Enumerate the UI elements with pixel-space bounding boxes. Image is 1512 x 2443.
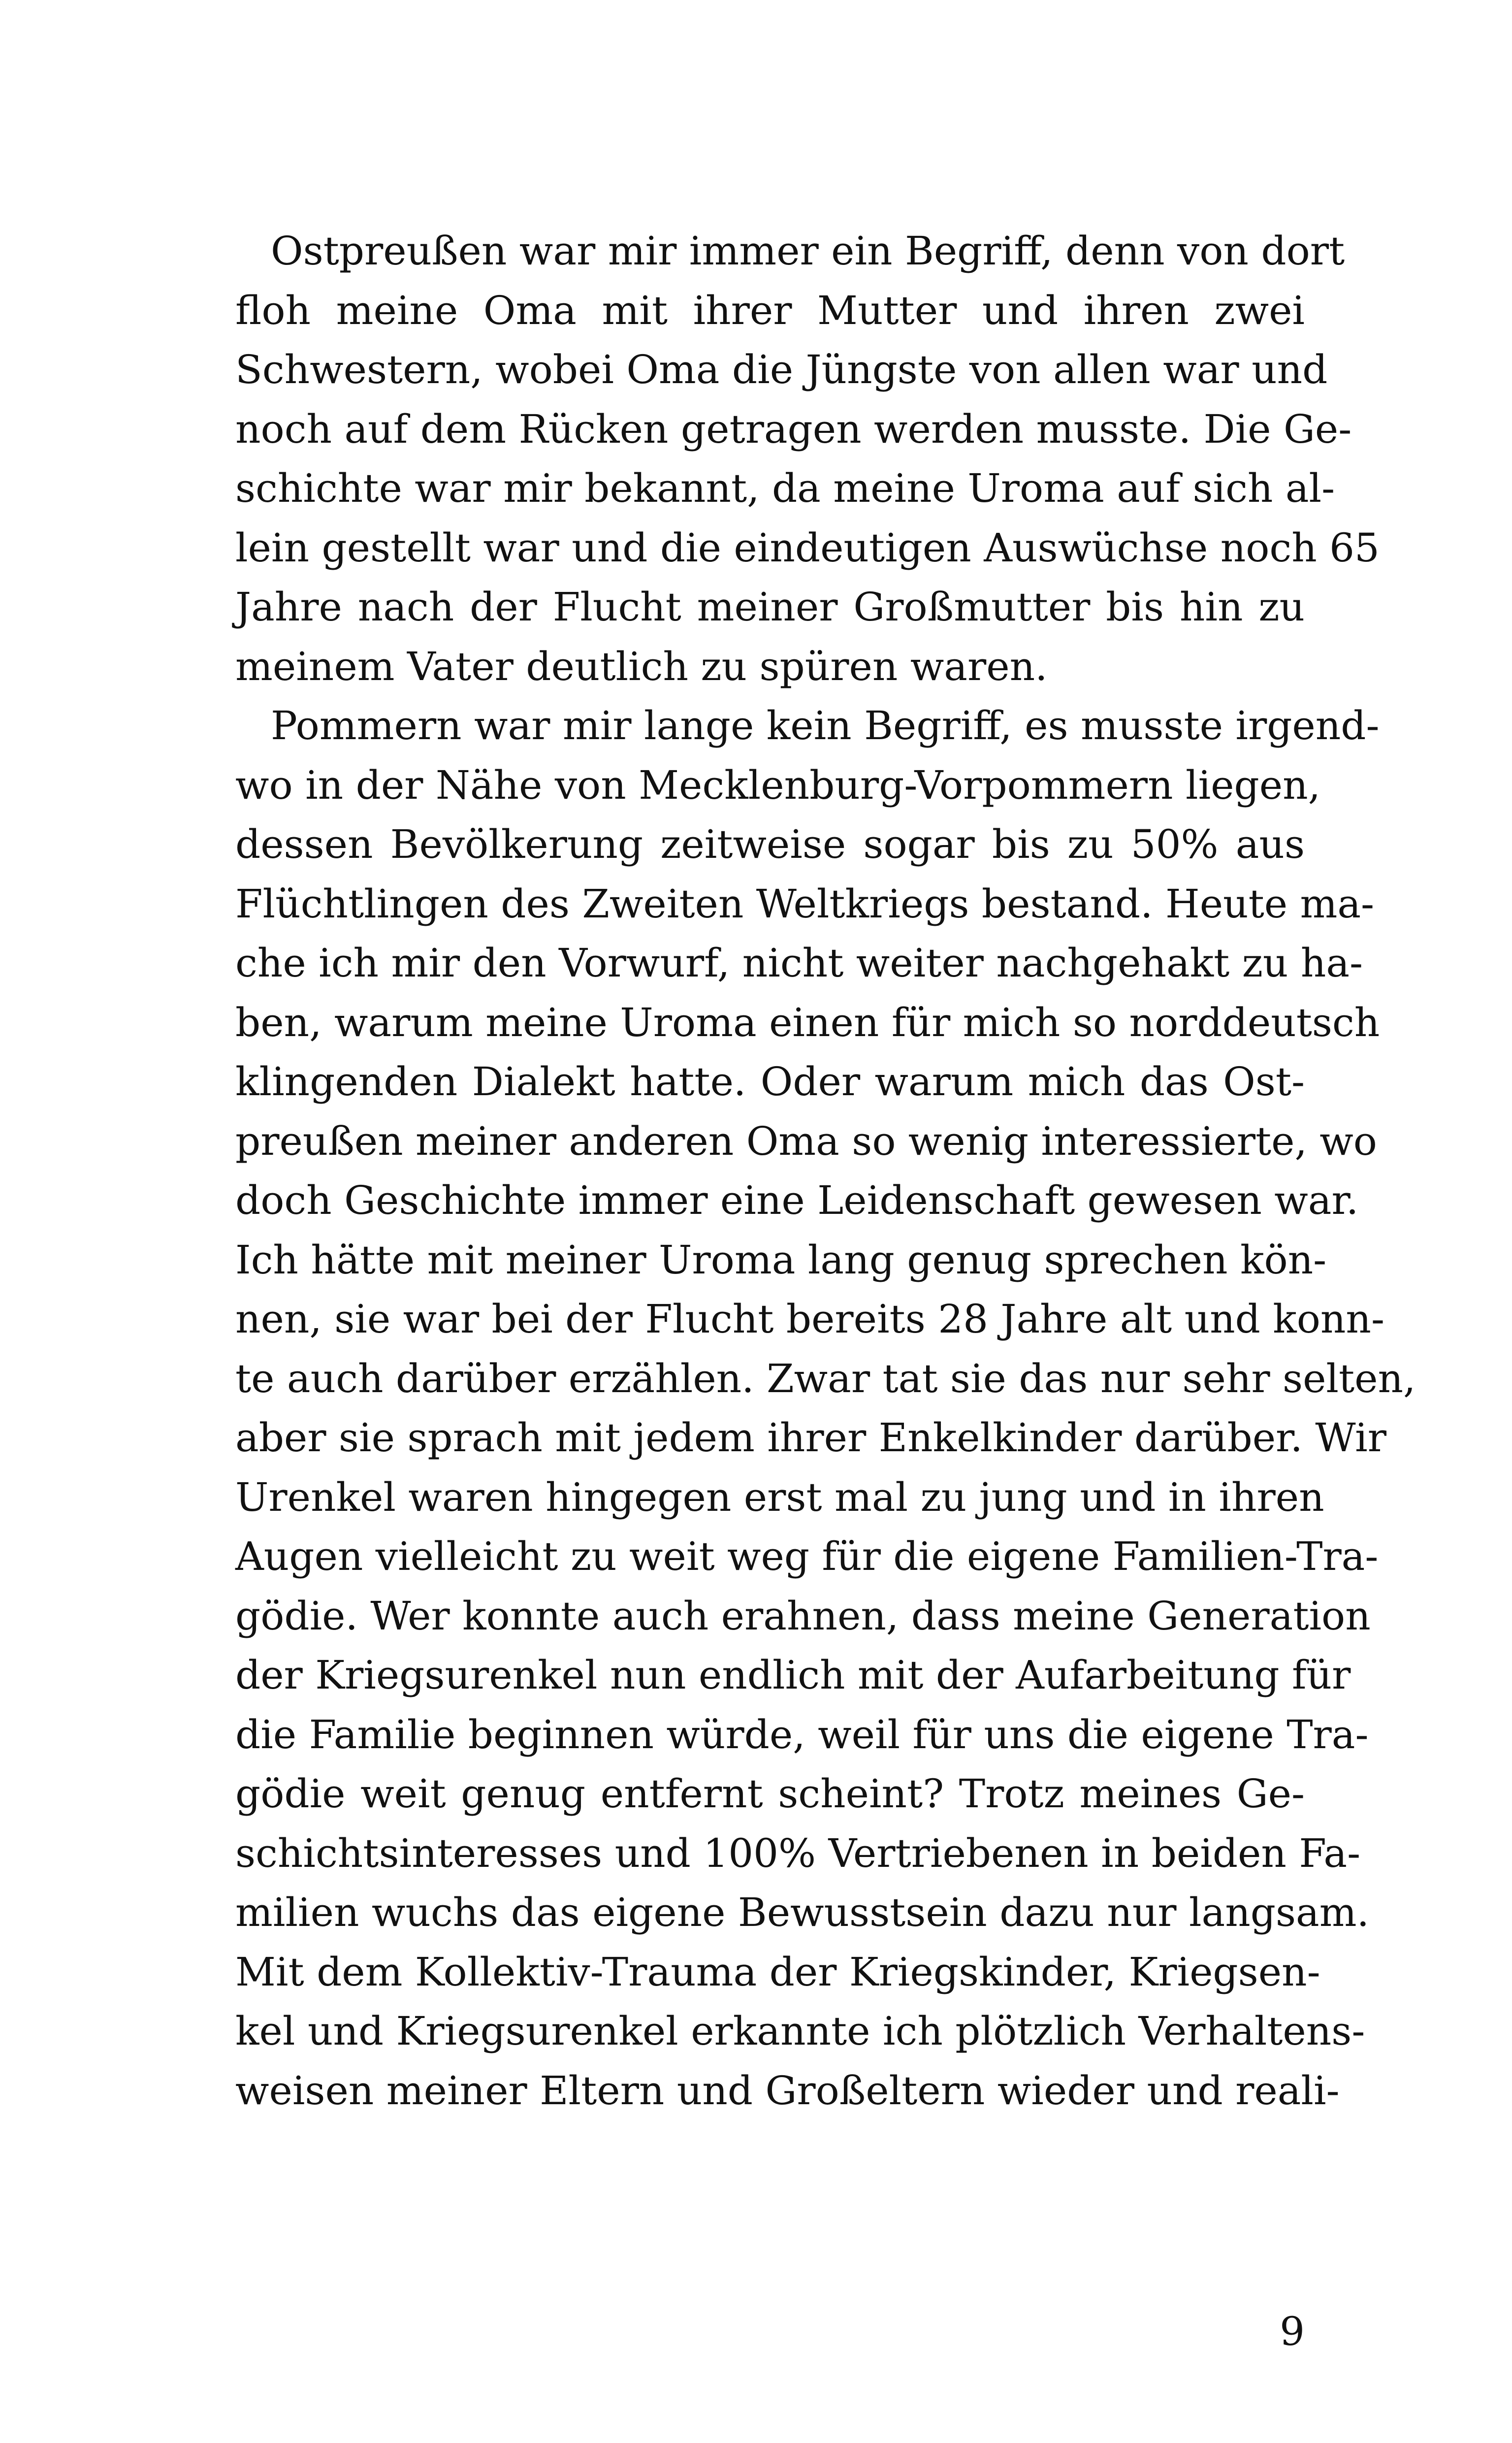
text-line: doch Geschichte immer eine Leidenschaft gewesen war. — [235, 1177, 1359, 1223]
text-line: schichte war mir bekannt, da meine Uroma auf sich al- — [235, 465, 1335, 511]
text-line: wo in der Nähe von Mecklenburg-Vorpommern liegen, — [235, 762, 1321, 808]
text-line: die Familie beginnen würde, weil für uns die eigene Tra- — [235, 1711, 1369, 1758]
text-line: Augen vielleicht zu weit weg für die eigene Familien-Tra- — [235, 1533, 1379, 1579]
text-line: Schwestern, wobei Oma die Jüngste von allen war und — [235, 347, 1328, 392]
text-line: preußen meiner anderen Oma so wenig interessierte, wo — [235, 1118, 1377, 1164]
text-line: gödie. Wer konnte auch erahnen, dass meine Generation — [235, 1593, 1371, 1639]
text-line: schichtsinteresses und 100% Vertriebenen in beiden Fa- — [235, 1830, 1361, 1876]
page-number: 9 — [1280, 2309, 1305, 2354]
text-line: nen, sie war bei der Flucht bereits 28 Jahre alt und konn- — [235, 1296, 1384, 1342]
text-line: der Kriegsurenkel nun endlich mit der Aufarbeitung für — [235, 1652, 1351, 1698]
text-line: gödie weit genug entfernt scheint? Trotz meines Ge- — [235, 1771, 1305, 1817]
text-line: meinem Vater deutlich zu spüren waren. — [235, 643, 1048, 689]
text-line: Pommern war mir lange kein Begriff, es musste irgend- — [271, 703, 1380, 749]
text-line: te auch darüber erzählen. Zwar tat sie das nur sehr selten, — [235, 1355, 1416, 1401]
text-line: dessen Bevölkerung zeitweise sogar bis zu 50% aus — [235, 821, 1305, 867]
text-line: che ich mir den Vorwurf, nicht weiter nachgehakt zu ha- — [235, 940, 1363, 986]
text-line: Flüchtlingen des Zweiten Weltkriegs bestand. Heute ma- — [235, 880, 1375, 927]
body-text — [235, 222, 1416, 2120]
text-line: lein gestellt war und die eindeutigen Auswüchse noch 65 — [235, 524, 1380, 571]
text-line: floh meine Oma mit ihrer Mutter und ihren zwei — [235, 287, 1305, 333]
text-line: Mit dem Kollektiv-Trauma der Kriegskinder, Kriegsen- — [235, 1949, 1320, 1995]
text-line: Urenkel waren hingegen erst mal zu jung und in ihren — [235, 1474, 1324, 1520]
text-line: milien wuchs das eigene Bewusstsein dazu nur langsam. — [235, 1889, 1370, 1935]
text-line: noch auf dem Rücken getragen werden musste. Die Ge- — [235, 406, 1352, 452]
text-line: weisen meiner Eltern und Großeltern wieder und reali- — [235, 2067, 1340, 2114]
text-line: Ich hätte mit meiner Uroma lang genug sprechen kön- — [235, 1237, 1327, 1283]
text-line: kel und Kriegsurenkel erkannte ich plötzlich Verhaltens- — [235, 2008, 1365, 2054]
text-line: klingenden Dialekt hatte. Oder warum mich das Ost- — [235, 1059, 1305, 1105]
text-line: Ostpreußen war mir immer ein Begriff, denn von dort — [271, 228, 1345, 274]
text-line: ben, warum meine Uroma einen für mich so norddeutsch — [235, 999, 1380, 1045]
text-line: aber sie sprach mit jedem ihrer Enkelkinder darüber. Wir — [235, 1415, 1387, 1461]
text-line: Jahre nach der Flucht meiner Großmutter bis hin zu — [235, 584, 1305, 630]
